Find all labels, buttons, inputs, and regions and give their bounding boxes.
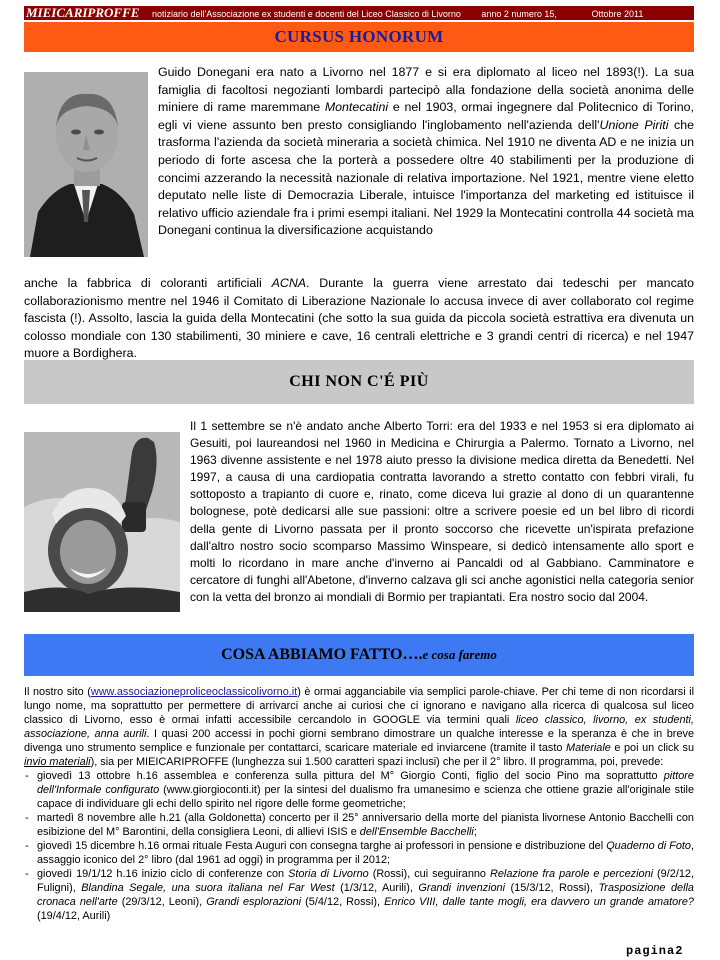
cursus-honorum-banner	[24, 22, 694, 52]
title-sub: e cosa faremo	[422, 647, 497, 662]
text-span: giovedì 13 ottobre h.16 assemblea e conferenza sulla pittura del M° Giorgio Conti, figlio del socio Pino ma soprattutto	[37, 770, 664, 782]
chi-paragraph: Il 1 settembre se n'è andato anche Alberto Torri: era del 1933 e nel 1953 si era diplomato ai Gesuiti, poi laureandosi nel 1960 in Medicina e Chirurgia a Palermo. Tornato a Livorno, nel 1963 divenne assistente e nel 1978 aiuto presso la divisione medica diretta da Benedetti. Nel 1997, a causa di una cardiopatia contratta lavorando a stretto contatto con febbri virali, fu sottoposto a trapianto di cuore e, rinato, come diceva lui grazie al dono di un quarantenne bolognese, potè dedicarsi alle sue passioni: oltre a scrivere poesie ed un bel libro di ricordi della gente di Livorno passata per il pronto soccorso che ricevette un'ispirata prefazione dall'altro nostro socio scomparso Massimo Winspeare, si dedicò intensamente allo sport e molti lo ricordano in mare anche d'inverno ai Pancaldi od al Gabbiano. Camminatore e cercatore di funghi all'Abetone, d'inverno calzava gli sci anche agonistici nella categoria senior con la vetta del bronzo ai mondiali di Bormio per trapiantati. Era nostro socio dal 2004.	[190, 419, 694, 604]
newsletter-header	[24, 6, 694, 20]
text-span: . Durante la guerra viene arrestato dai tedeschi per mancato collaborazionismo mentre nel 1946 il Comitato di Liberazione Nazionale lo accusa invece di aver collaborato col regime fascista (!). Assolto, lascia la guida della Montecatini (che sotto la sua guida da piccola società estrattiva era divenuta un colosso mondiale con 130 stabilimenti, 30 miniere e cave, 16 centrali elettriche e 3 grandi centri di ricerca) e nel 1947 muore a Bordighera.	[24, 276, 694, 361]
list-item	[24, 769, 694, 811]
text-span: e poi un click su	[610, 742, 695, 754]
issue-date: Ottobre 2011	[591, 9, 644, 19]
skier-photo	[24, 432, 180, 612]
italic-span: pittore dell'Informale configurato	[37, 770, 694, 796]
text-span: giovedì 19/1/12 h.16 inizio ciclo di conferenze con	[37, 868, 289, 880]
cosa-abbiamo-fatto-banner	[24, 634, 694, 676]
list-item	[24, 867, 694, 923]
cosa-paragraph	[24, 685, 694, 923]
page-number: pagina2	[626, 944, 684, 958]
italic-span: Blandina Segale, una suora italiana nel Far West	[81, 882, 335, 894]
keywords-italic: liceo classico, livorno, ex studenti, associazione, anna aurili	[24, 714, 694, 740]
text-span: ;	[473, 826, 477, 838]
materiale-button-name: Materiale	[566, 742, 611, 754]
italic-span: Relazione fra parole e percezioni	[489, 868, 654, 880]
events-list	[24, 769, 694, 923]
italic-span: Grandi invenzioni	[418, 882, 506, 894]
text-span: (1/3/12, Aurili),	[334, 882, 419, 894]
italic-span: dell'Ensemble Bacchelli	[359, 826, 474, 838]
text-span: e nel 1903, ormai ingegnere dal Politecnico di Torino, egli vi viene assunto ben presto consigliando l'inglobamento nell'azienda dell'	[158, 100, 694, 132]
text-span: ), sia per MIEICARIPROFFE (lunghezza sui 1.500 caratteri spazi inclusi) che per il 2° libro. Il programma, poi, prevede:	[90, 756, 664, 768]
text-span: (5/4/12, Rossi),	[301, 896, 385, 908]
portrait-photo	[24, 72, 148, 257]
text-span: (15/3/12, Rossi),	[505, 882, 599, 894]
text-span: ) è ormai agganciabile via semplici parole-chiave. Per chi teme di non ricordarsi il lungo nome, ma soprattutto per permettere di arrivarci anche ai curiosi che ci ignorano e navigano alla ricerca di qualcosa sul liceo classico di Livorno, esso è ormai infatti accessibile cercandolo in GOOGLE via termini quali	[24, 686, 694, 726]
text-span: (29/3/12, Leoni),	[117, 896, 207, 908]
list-item	[24, 811, 694, 839]
text-span: (19/4/12, Aurili)	[37, 910, 111, 922]
text-span: (www.giorgioconti.it) per la sintesi del dualismo fra umanesimo e scienza che ottiene grazie all'originale stile capace di individuare gli echi dello spirito nel rigore delle forme geometriche;	[37, 784, 694, 810]
chi-non-ce-piu-banner	[24, 360, 694, 404]
masthead: MIEICARIPROFFE	[26, 6, 140, 20]
text-span: Il nostro sito (	[24, 686, 91, 698]
italic-company-name: Montecatini	[324, 100, 389, 115]
text-span: . I quasi 200 accessi in pochi giorni sembrano dimostrare un qualche interesse e la speranza è che in breve divenga uno strumento semplice e funzionale per contattarci, scaricare materiale ed inviarcene (tramite il tasto	[24, 728, 694, 754]
text-span: giovedì 15 dicembre h.16 ormai rituale Festa Auguri con consegna targhe ai professori in pensione e distribuzione del	[37, 840, 607, 852]
text-span: (Rossi), cui seguiranno	[368, 868, 490, 880]
issue-number: anno 2 numero 15,	[481, 9, 557, 19]
italic-company-name: ACNA	[271, 276, 307, 290]
cursus-paragraph-continued	[24, 275, 694, 363]
site-intro	[24, 685, 694, 769]
italic-span: Grandi esplorazioni	[206, 896, 302, 908]
cursus-paragraph-main	[158, 64, 694, 240]
italic-company-name: Unione Piriti	[599, 117, 669, 132]
section-title-cursus: CURSUS HONORUM	[274, 27, 444, 46]
text-span: che trasforma l'azienda da società mineraria a società chimica. Nel 1910 ne diventa AD e ne inizia un periodo di forte ascesa che la porterà a possedere oltre 40 stabilimenti per la produzione di concimi azzerando la necessità nazionale di relativa importazione. Nel 1921, mentre viene eletto deputato nelle liste di Democrazia Liberale, intuisce l'importanza del marketing ed istituisce il relativo ufficio aziendale fra i primi esempi italiani. Nel 1929 la Montecatini controlla 44 società ma Donegani continua la diversificazione acquistando	[158, 117, 694, 238]
italic-span: Storia di Livorno	[288, 868, 369, 880]
text-span: anche la fabbrica di coloranti artificiali	[24, 276, 272, 290]
italic-span: Trasposizione della cronaca nell'arte	[37, 882, 694, 908]
header-subtitle: notiziario dell'Associazione ex studenti e docenti del Liceo Classico di Livorno	[151, 9, 461, 19]
title-main: COSA ABBIAMO FATTO….	[221, 646, 423, 663]
text-span: martedì 8 novembre alle h.21 (alla Goldonetta) concerto per il 25° anniversario della morte del pianista livornese Antonio Bacchelli con esibizione del M° Barontini, della consigliera Leoni, di allievi ISIS e	[37, 812, 694, 838]
section-title-chi: CHI NON C'É PIÙ	[289, 373, 429, 390]
section-title-cosa	[221, 646, 497, 664]
text-span: , assaggio iconico del 2° libro (dal 1961 ad oggi) in programma per il 2012;	[37, 840, 694, 866]
text-span: Guido Donegani era nato a Livorno nel 1877 e si era diplomato al liceo nel 1893(!). La sua famiglia di facoltosi negozianti lombardi partecipò alla fondazione della società anonima delle miniere di rame maremmane	[158, 65, 694, 115]
list-item	[24, 839, 694, 867]
text-span: (9/2/12, Fuligni),	[37, 868, 694, 894]
italic-span: Enrico VIII, dalle tante mogli, era davvero un grande amatore?	[384, 896, 694, 908]
italic-span: Quaderno di Foto	[606, 840, 691, 852]
invio-materiali-link[interactable]: invio materiali	[24, 756, 91, 768]
website-link[interactable]: www.associazioneproliceoclassicolivorno.it	[90, 686, 298, 698]
